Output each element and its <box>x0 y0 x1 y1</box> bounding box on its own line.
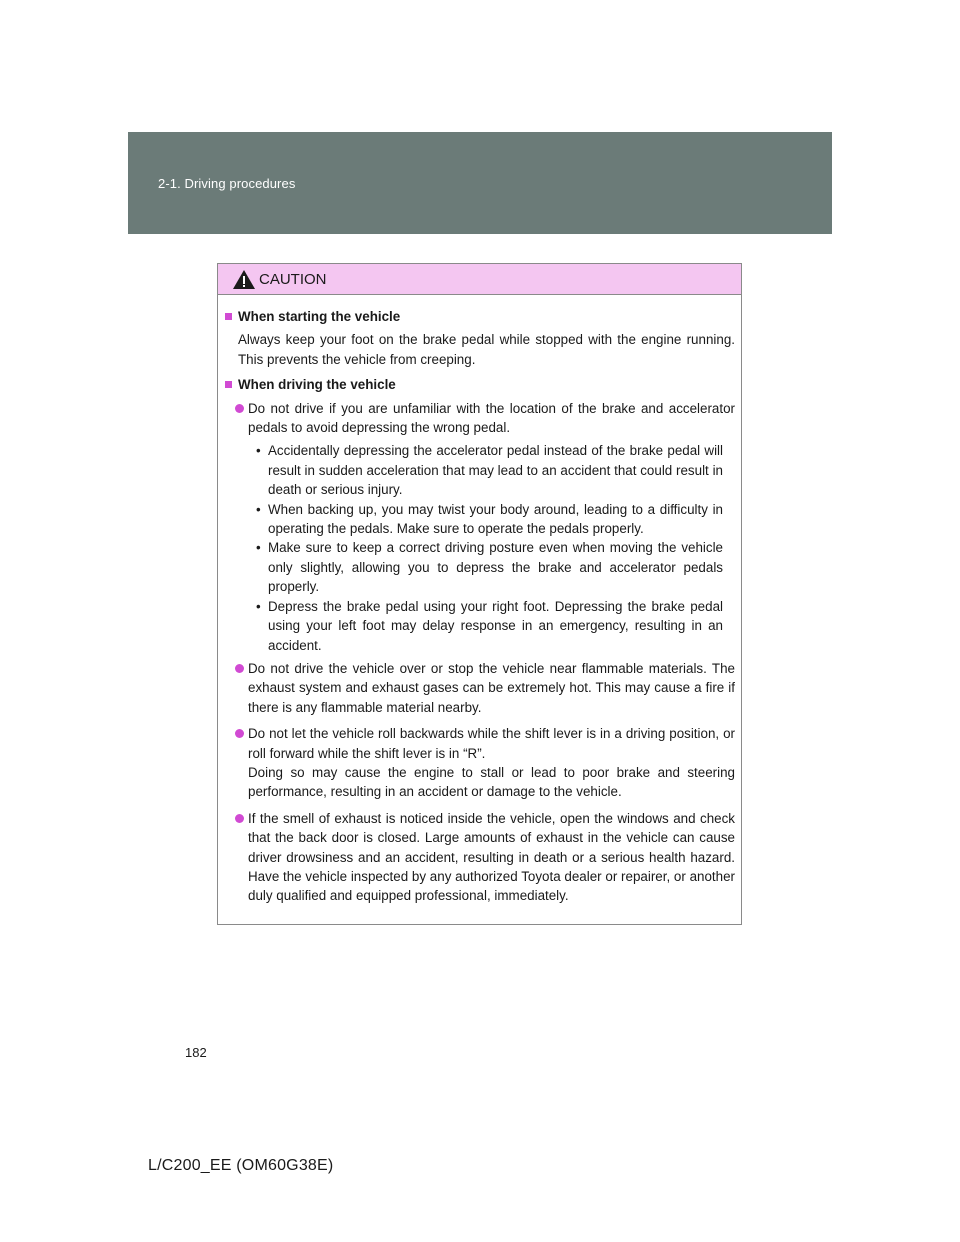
round-bullet-icon <box>235 729 244 738</box>
caution-title: CAUTION <box>259 271 327 288</box>
list-item: Do not drive the vehicle over or stop the vehicle near flammable materials. The exhaust system and exhaust gases can be extremely hot. This may cause a fire if there is any flammable material nearby. <box>224 659 735 717</box>
sub-list-item: • Make sure to keep a correct driving posture even when moving the vehicle only slightly, allowing you to depress the brake and accelerator pedals properly. <box>256 540 723 595</box>
round-bullet-icon <box>235 404 244 413</box>
caution-box <box>217 263 742 925</box>
round-bullet-icon <box>235 814 244 823</box>
sub-list-item: • Accidentally depressing the accelerator pedal instead of the brake pedal will result in sudden acceleration that may lead to an accident that could result in death or serious injury. <box>256 443 723 498</box>
section-heading: When driving the vehicle <box>224 375 735 394</box>
sub-list-item: • When backing up, you may twist your body around, leading to a difficulty in operating the pedals. Make sure to operate the pedals properly. <box>256 501 723 537</box>
list-item: If the smell of exhaust is noticed inside the vehicle, open the windows and check that the back door is closed. Large amounts of exhaust in the vehicle can cause driver drowsiness and an accident, resulting in death or a serious health hazard. Have the vehicle inspected by any authorized Toyota dealer or repairer, or another duly qualified and equipped professional, immediately. <box>224 809 735 906</box>
section-header-band <box>128 132 832 234</box>
sub-list <box>224 441 735 654</box>
square-bullet-icon <box>225 381 232 388</box>
section-title: 2-1. Driving procedures <box>158 176 296 191</box>
document-code: L/C200_EE (OM60G38E) <box>148 1157 334 1174</box>
list-item: Do not drive if you are unfamiliar with the location of the brake and accelerator pedals to avoid depressing the wrong pedal. <box>224 399 735 438</box>
warning-triangle-icon <box>232 269 256 290</box>
caution-header <box>218 264 741 295</box>
square-bullet-icon <box>225 313 232 320</box>
list-item: Do not let the vehicle roll backwards while the shift lever is in a driving position, or roll forward while the shift lever is in “R”. Doing so may cause the engine to stall or lead to poor brake and steering performance, resulting in an accident or damage to the vehicle. <box>224 724 735 802</box>
round-bullet-icon <box>235 664 244 673</box>
page-number: 182 <box>185 1045 207 1060</box>
section-text: Always keep your foot on the brake pedal while stopped with the engine running. This prevents the vehicle from creeping. <box>238 332 735 367</box>
sub-list-item: • Depress the brake pedal using your right foot. Depressing the brake pedal using your left foot may delay response in an emergency, resulting in an accident. <box>256 598 723 653</box>
caution-body <box>218 295 741 906</box>
section-heading: When starting the vehicle <box>224 307 735 326</box>
